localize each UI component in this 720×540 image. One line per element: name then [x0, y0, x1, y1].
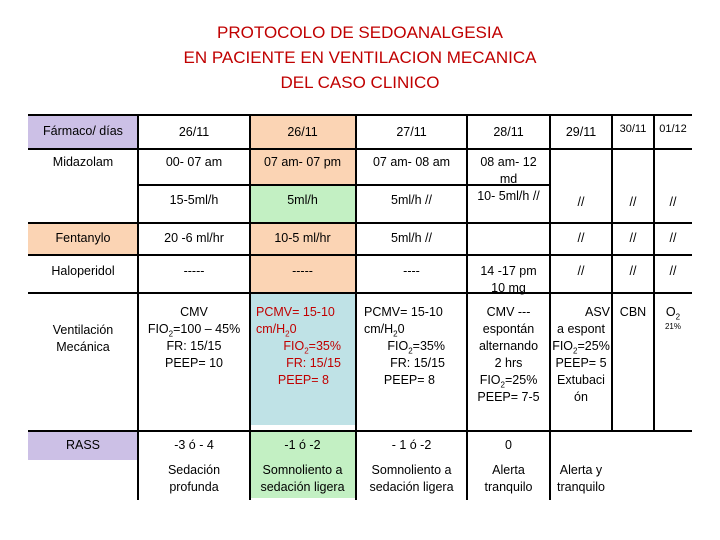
rass-desc-1 [138, 462, 250, 496]
vent-c4-peep: PEEP= 7-5 [477, 390, 540, 404]
rass-label: RASS [65, 438, 101, 452]
midazolam-label: Midazolam [52, 155, 114, 169]
rass-desc-5-line-1: Alerta y [559, 463, 603, 477]
vent-c2-peep: PEEP= 8 [277, 373, 329, 387]
vent-c7-pct: 21% [664, 322, 681, 331]
ventilacion-label [28, 322, 138, 356]
vent-c1-mode: CMV [180, 305, 208, 319]
vent-c7-o: O [665, 305, 676, 319]
vent-c5-fio2-sub: 2 [573, 346, 578, 356]
rass-score-4: 0 [505, 438, 512, 452]
fentanylo-dose-1: 20 -6 ml/hr [164, 231, 224, 245]
haloperidol-dose-4 [467, 263, 550, 297]
ventilacion-cell-6: CBN [619, 305, 647, 319]
ventilacion-label-line-1: Ventilación [52, 323, 114, 337]
vent-c5-line-5: Extubaci [557, 373, 605, 387]
ventilacion-cell-2 [250, 304, 355, 389]
header-date-6: 30/11 [619, 123, 647, 135]
haloperidol-dose-4-line-2: 10 mg [491, 281, 526, 295]
midazolam-dose-7: // [669, 195, 677, 209]
haloperidol-dose-1: ----- [183, 264, 205, 278]
midazolam-time-4-line-2: md [499, 172, 518, 186]
fentanylo-dose-2: 10-5 ml/hr [274, 231, 331, 245]
ventilacion-cell-3 [356, 304, 467, 389]
haloperidol-bottom-border [28, 292, 692, 294]
vent-c3-mode: PCMV= 15-10 [364, 305, 443, 319]
title-line-2: EN PACIENTE EN VENTILACION MECANICA [183, 48, 537, 67]
vent-c4-line-4: 2 hrs [494, 356, 523, 370]
vent-c1-peep: PEEP= 10 [164, 356, 224, 370]
vent-c2-p-a: cm/H [256, 322, 286, 336]
vent-c3-fio2-sub: 2 [408, 346, 413, 356]
midazolam-dose-6: // [629, 195, 637, 209]
header-bottom-border [28, 148, 692, 150]
rass-desc-2-line-1: Somnoliento a [262, 463, 343, 477]
midazolam-dose-4: 10- 5ml/h // [477, 189, 540, 203]
header-date-5: 29/11 [565, 125, 597, 139]
midazolam-bottom-border [28, 222, 692, 224]
midazolam-dose-1: 15-5ml/h [169, 193, 219, 207]
haloperidol-dose-7: // [669, 264, 677, 278]
vent-c3-fr: FR: 15/15 [390, 356, 445, 370]
fentanylo-dose-6: // [629, 231, 637, 245]
vent-c1-fio2 [138, 321, 250, 338]
vent-c5-mode: ASV [584, 305, 610, 319]
vent-c2-fio2-sub: 2 [304, 346, 309, 356]
rass-desc-5 [550, 462, 612, 496]
header-date-3: 27/11 [396, 125, 427, 139]
vent-c4-fio2-a: FIO [479, 373, 501, 387]
vent-c5-fio2-a: FIO [552, 339, 574, 353]
vent-c3-p-sub: 2 [393, 329, 398, 339]
rass-desc-2 [250, 462, 355, 496]
ventilacion-bottom-border [28, 430, 692, 432]
vent-c4-mode: CMV --- [486, 305, 531, 319]
vent-c4-fio2 [467, 372, 550, 389]
midazolam-dose-3: 5ml/h // [391, 193, 432, 207]
vent-c4-fio2-sub: 2 [500, 380, 505, 390]
vent-c2-fio2 [250, 338, 355, 355]
rass-desc-1-line-2: profunda [169, 480, 219, 494]
ventilacion-cell-1 [138, 304, 250, 372]
ventilacion-cell-4 [467, 304, 550, 406]
vent-c2-mode: PCMV= 15-10 [256, 305, 335, 319]
ventilacion-cell-5 [550, 304, 612, 406]
header-label: Fármaco/ días [43, 124, 123, 138]
rass-score-2: -1 ó -2 [284, 438, 321, 452]
fentanylo-dose-7: // [669, 231, 677, 245]
ventilacion-cell-7 [654, 304, 692, 333]
rass-desc-3 [356, 462, 467, 496]
rass-desc-4 [467, 462, 550, 496]
midazolam-time-4-line-1: 08 am- 12 [480, 155, 537, 169]
haloperidol-dose-2: ----- [292, 264, 313, 278]
rass-score-3: - 1 ó -2 [391, 438, 432, 452]
vent-c3-fio2-a: FIO [387, 339, 409, 353]
vent-c3-p-b: 0 [397, 322, 405, 336]
header-date-2: 26/11 [287, 125, 318, 139]
vent-c1-fio2-sub: 2 [168, 329, 174, 339]
vent-c4-fio2-b: =25% [504, 373, 538, 387]
fentanylo-dose-5: // [577, 231, 585, 245]
page-title [0, 20, 720, 95]
vent-c2-pressure [250, 321, 355, 338]
rass-desc-3-line-1: Somnoliento a [371, 463, 452, 477]
haloperidol-label: Haloperidol [51, 264, 115, 278]
fentanylo-bottom-border [28, 254, 692, 256]
midazolam-time-4 [467, 154, 550, 188]
haloperidol-dose-3: ---- [403, 264, 420, 278]
vent-c1-fio2-b: =100 – 45% [173, 322, 241, 336]
midazolam-time-3: 07 am- 08 am [372, 155, 451, 169]
haloperidol-dose-5: // [577, 264, 585, 278]
vent-c5-fio2 [550, 338, 612, 355]
rass-desc-2-line-2: sedación ligera [260, 480, 345, 494]
vent-c5-line-2: a espont [557, 322, 605, 336]
header-date-1: 26/11 [178, 125, 210, 139]
vent-c3-fio2-b: =35% [412, 339, 445, 353]
fentanylo-dose-3: 5ml/h // [391, 231, 432, 245]
vent-c1-fio2-a: FIO [147, 322, 169, 336]
rass-score-1: -3 ó - 4 [174, 438, 214, 452]
vent-c7-sub: 2 [675, 312, 681, 322]
vent-c3-p-a: cm/H [364, 322, 394, 336]
vent-c3-pressure [356, 321, 467, 338]
vent-c7-o2 [654, 304, 692, 321]
vent-c5-fio2-b: =25% [577, 339, 610, 353]
ventilacion-label-line-2: Mecánica [56, 340, 110, 354]
vent-c4-line-2: espontán [482, 322, 535, 336]
haloperidol-dose-4-line-1: 14 -17 pm [480, 264, 537, 278]
rass-desc-5-line-2: tranquilo [557, 480, 605, 494]
vent-c2-fio2-a: FIO [283, 339, 305, 353]
fentanylo-label: Fentanylo [55, 231, 111, 245]
vent-c5-peep: PEEP= 5 [555, 356, 607, 370]
header-date-7: 01/12 [659, 123, 687, 135]
vent-c5-line-6: ón [574, 390, 588, 404]
title-line-3: DEL CASO CLINICO [280, 73, 440, 92]
rass-desc-4-line-1: Alerta [492, 463, 525, 477]
rass-desc-4-line-2: tranquilo [484, 480, 533, 494]
vent-c4-line-3: alternando [478, 339, 539, 353]
vent-c2-p-sub: 2 [285, 329, 290, 339]
header-date-4: 28/11 [493, 125, 524, 139]
haloperidol-dose-6: // [629, 264, 637, 278]
vent-c2-fio2-b: =35% [308, 339, 341, 353]
rass-desc-3-line-2: sedación ligera [369, 480, 454, 494]
title-line-1: PROTOCOLO DE SEDOANALGESIA [217, 23, 503, 42]
vent-c3-fio2 [356, 338, 467, 355]
midazolam-time-2: 07 am- 07 pm [263, 155, 342, 169]
midazolam-dose-5: // [577, 195, 585, 209]
midazolam-time-1: 00- 07 am [165, 155, 223, 169]
vent-c1-fr: FR: 15/15 [166, 339, 222, 353]
rass-desc-1-line-1: Sedación [167, 463, 221, 477]
midazolam-dose-2: 5ml/h [287, 193, 318, 207]
table-top-border [28, 114, 692, 116]
vent-c2-p-b: 0 [289, 322, 297, 336]
vent-c2-fr: FR: 15/15 [286, 356, 341, 370]
vent-c3-peep: PEEP= 8 [383, 373, 435, 387]
